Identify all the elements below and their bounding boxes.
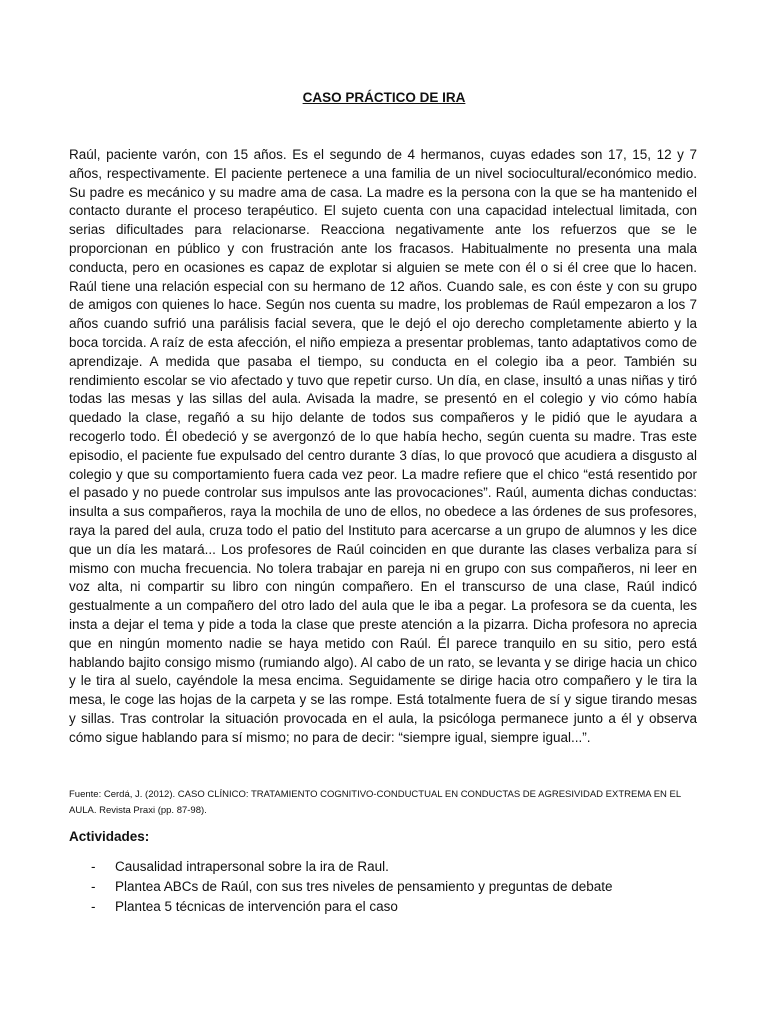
source-prefix: Fuente: Cerdá, J. (2012). bbox=[69, 789, 178, 800]
list-item-text: Plantea 5 técnicas de intervención para el caso bbox=[115, 899, 398, 914]
list-item bbox=[69, 877, 697, 897]
list-dash: - bbox=[91, 879, 96, 894]
list-item bbox=[69, 857, 697, 877]
source-citation bbox=[69, 787, 697, 819]
activities-heading: Actividades: bbox=[69, 829, 150, 844]
case-description: Raúl, paciente varón, con 15 años. Es el segundo de 4 hermanos, cuyas edades son 17, 15, 12 y 7 años, respectivamente. El paciente pertenece a una familia de un nivel sociocultural/económico medio. Su padre es mecánico y su madre ama de casa. La madre es la persona con la que se ha mantenido el contacto durante el proceso terapéutico. El sujeto cuenta con una capacidad intelectual limitada, con serias dificultades para relacionarse. Reacciona negativamente ante los refuerzos que se le proporcionan en público y con frustración ante los fracasos. Habitualmente no presenta una mala conducta, pero en ocasiones es capaz de explotar si alguien se mete con él o si él cree que lo hacen. Raúl tiene una relación especial con su hermano de 12 años. Cuando sale, es con éste y con su grupo de amigos con quienes lo hace. Según nos cuenta su madre, los problemas de Raúl empezaron a los 7 años cuando sufrió una parálisis facial severa, que le dejó el ojo derecho completamente abierto y la boca torcida. A raíz de esta afección, el niño empieza a presentar problemas, tanto adaptativos como de aprendizaje. A medida que pasaba el tiempo, su conducta en el colegio iba a peor. También su rendimiento escolar se vio afectado y tuvo que repetir curso. Un día, en clase, insultó a unas niñas y tiró todas las mesas y las sillas del aula. Avisada la madre, se presentó en el colegio y vio cómo había quedado la clase, regañó a su hijo delante de todos sus compañeros y le pidió que le ayudara a recogerlo todo. Él obedeció y se avergonzó de lo que había hecho, según cuenta su madre. Tras este episodio, el paciente fue expulsado del centro durante 3 días, lo que provocó que acudiera a disgusto al colegio y que su comportamiento fuera cada vez peor. La madre refiere que el chico “está resentido por el pasado y no puede controlar sus impulsos ante las provocaciones”. Raúl, aumenta dichas conductas: insulta a sus compañeros, raya la mochila de uno de ellos, no obedece a las órdenes de sus profesores, raya la pared del aula, cruza todo el patio del Instituto para acercarse a un grupo de alumnos y les dice que un día les matará... Los profesores de Raúl coinciden en que durante las clases verbaliza para sí mismo con mucha frecuencia. No tolera trabajar en pareja ni en grupo con sus compañeros, ni leer en voz alta, ni compartir su libro con ningún compañero. En el transcurso de una clase, Raúl indicó gestualmente a un compañero del otro lado del aula que le iba a pegar. La profesora se da cuenta, les insta a dejar el tema y pide a toda la clase que preste atención a la pizarra. Dicha profesora no aprecia que en ningún momento nadie se haya metido con Raúl. Él parece tranquilo en su sitio, pero está hablando bajito consigo mismo (rumiando algo). Al cabo de un rato, se levanta y se dirige hacia un chico y le tira al suelo, cayéndole la mesa encima. Seguidamente se dirige hacia otro compañero y le tira la mesa, le coge las hojas de la carpeta y se las rompe. Está totalmente fuera de sí y sigue tirando mesas y sillas. Tras controlar la situación provocada en el aula, la psicóloga permanece junto a él y observa cómo sigue hablando para sí mismo; no para de decir: “siempre igual, siempre igual...”. bbox=[69, 147, 697, 745]
list-dash: - bbox=[91, 859, 96, 874]
activities-list bbox=[69, 857, 697, 917]
page-title: CASO PRÁCTICO DE IRA bbox=[302, 90, 466, 105]
source-reference: CASO CLÍNICO: TRATAMIENTO COGNITIVO-CONDUCTUAL EN CONDUCTAS DE AGRESIVIDAD EXTREMA EN EL AULA. Revista Praxi (pp. 87-98). bbox=[69, 789, 681, 816]
list-item-text: Plantea ABCs de Raúl, con sus tres niveles de pensamiento y preguntas de debate bbox=[115, 879, 613, 894]
list-dash: - bbox=[91, 899, 96, 914]
list-item bbox=[69, 897, 697, 917]
list-item-text: Causalidad intrapersonal sobre la ira de Raul. bbox=[115, 859, 389, 874]
